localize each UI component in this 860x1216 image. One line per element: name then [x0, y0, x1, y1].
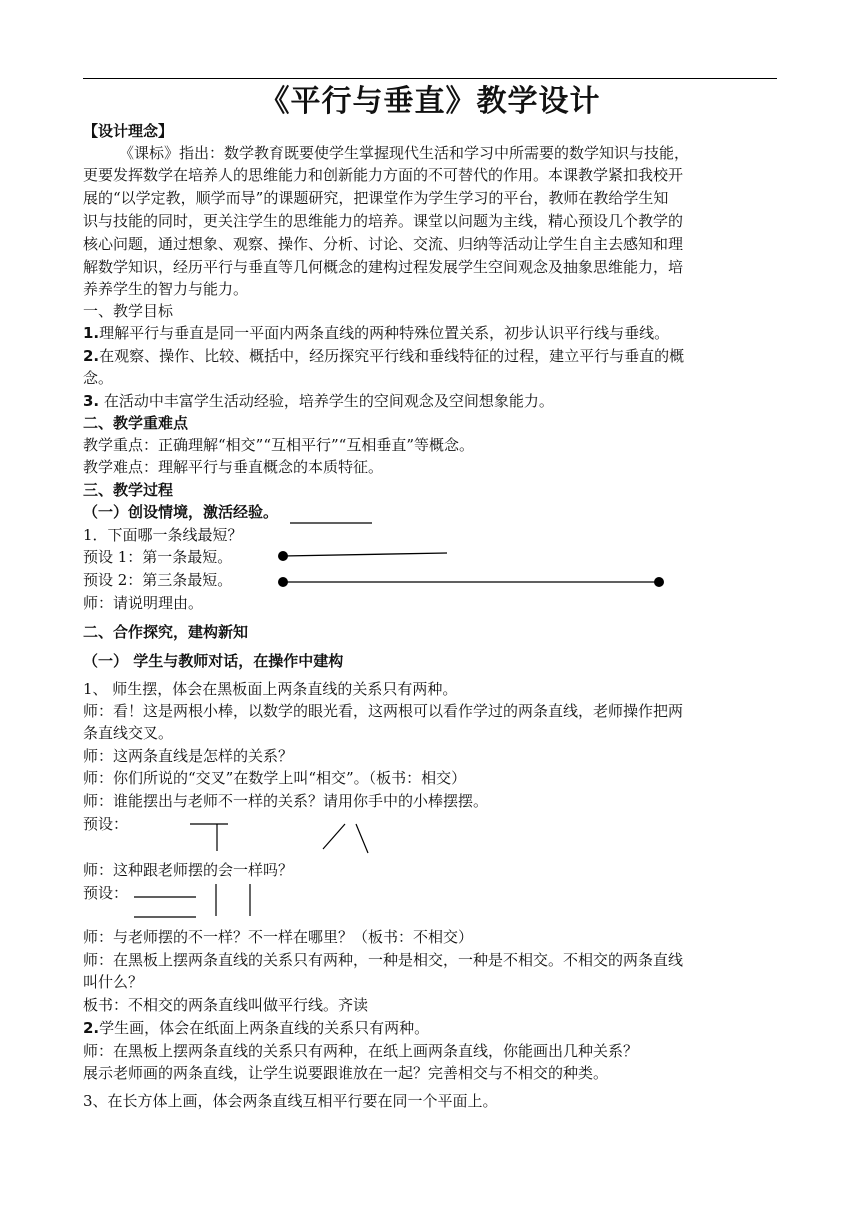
line-segment-long: [278, 577, 664, 587]
section-teaching-process: 三、教学过程: [83, 481, 174, 499]
goal-text: 在观察、操作、比较、概括中，经历探究平行线和垂线特征的过程，建立平行与垂直的概: [99, 347, 685, 365]
item-number: 2.: [83, 1019, 100, 1037]
section-teaching-goals: 一、教学目标: [83, 302, 174, 320]
section-design-concept: 【设计理念】: [83, 122, 174, 140]
question-1: 1．下面哪一条线最短？: [83, 526, 243, 544]
teacher-line: 师：请说明理由。: [83, 594, 204, 612]
concept-line: 展的“以学定教，顺学而导”的课题研究，把课堂作为学生学习的平台，教师在教给学生知: [83, 189, 669, 207]
teacher-line: 师：谁能摆出与老师不一样的关系？请用你手中的小棒摆摆。: [83, 792, 489, 810]
section-cooperative-exploration: 二、合作探究，建构新知: [83, 623, 249, 641]
item-1: 1、 师生摆，体会在黑板面上两条直线的关系只有两种。: [83, 680, 458, 698]
perpendicular-sticks-figure: [190, 824, 228, 851]
goal-text: 理解平行与垂直是同一平面内两条直线的两种特殊位置关系，初步认识平行线与垂线。: [99, 324, 670, 342]
part-2-title: （一） 学生与教师对话，在操作中建构: [83, 652, 344, 670]
teacher-line: 师：这种跟老师摆的会一样吗？: [83, 861, 294, 879]
preset-1: 预设 1：第一条最短。: [83, 548, 233, 566]
concept-line: 养养学生的智力与能力。: [83, 280, 249, 298]
teacher-line: 师：这两条直线是怎样的关系？: [83, 747, 294, 765]
teacher-line: 师：在黑板上摆两条直线的关系只有两种，一种是相交，一种是不相交。不相交的两条直线: [83, 951, 684, 969]
teacher-line: 师：看！这是两根小棒，以数学的眼光看，这两根可以看作学过的两条直线，老师操作把两: [83, 702, 684, 720]
goal-text: 在活动中丰富学生活动经验，培养学生的空间观念及空间想象能力。: [99, 392, 554, 410]
goal-number: 1.: [83, 324, 100, 342]
concept-line: 解数学知识，经历平行与垂直等几何概念的建构过程发展学生空间观念及抽象思维能力，培: [83, 258, 684, 276]
preset-2: 预设 2：第三条最短。: [83, 571, 233, 589]
document-title: 《平行与垂直》教学设计: [259, 84, 601, 119]
preset-label: 预设：: [83, 815, 129, 833]
line-segment-short: [278, 551, 447, 561]
item-3: 3、在长方体上画，体会两条直线互相平行要在同一个平面上。: [83, 1092, 498, 1110]
goal-number: 3.: [83, 392, 100, 410]
item-text: 学生画，体会在纸面上两条直线的关系只有两种。: [99, 1019, 430, 1037]
goal-number: 2.: [83, 347, 100, 365]
goal-item-2-cont: 念。: [83, 369, 114, 387]
board-note: 板书：不相交的两条直线叫做平行线。齐读: [83, 996, 369, 1014]
teacher-line: 师：与老师摆的不一样？不一样在哪里？（板书：不相交）: [83, 928, 474, 946]
concept-line: 识与技能的同时，更关注学生的思维能力的培养。课堂以问题为主线，精心预设几个教学的: [83, 212, 684, 230]
difficult-point: 教学难点：理解平行与垂直概念的本质特征。: [83, 458, 384, 476]
concept-line: 核心问题，通过想象、观察、操作、分析、讨论、交流、归纳等活动让学生自主去感知和理: [83, 235, 684, 253]
parallel-vertical-sticks-figure: [216, 884, 250, 916]
parallel-horizontal-sticks-figure: [134, 897, 196, 917]
preset-label: 预设：: [83, 884, 129, 902]
concept-line: 《课标》指出：数学教育既要使学生掌握现代生活和学习中所需要的数学知识与技能，: [119, 144, 690, 162]
section-key-points: 二、教学重难点: [83, 414, 189, 432]
teacher-line: 师：你们所说的“交叉”在数学上叫“相交”。（板书：相交）: [83, 769, 467, 787]
slanted-sticks-figure: [323, 824, 368, 853]
teacher-line-cont: 叫什么？: [83, 973, 144, 991]
key-point: 教学重点：正确理解“相交”“互相平行”“互相垂直”等概念。: [83, 436, 475, 454]
teacher-line: 展示老师画的两条直线，让学生说要跟谁放在一起？完善相交与不相交的种类。: [83, 1064, 609, 1082]
part-1-title: （一）创设情境，激活经验。: [83, 503, 279, 521]
teacher-line: 师：在黑板上摆两条直线的关系只有两种，在纸上画两条直线，你能画出几种关系？: [83, 1042, 639, 1060]
concept-line: 更要发挥数学在培养人的思维能力和创新能力方面的不可替代的作用。本课教学紧扣我校开: [83, 166, 684, 184]
teacher-line-cont: 条直线交叉。: [83, 724, 174, 742]
